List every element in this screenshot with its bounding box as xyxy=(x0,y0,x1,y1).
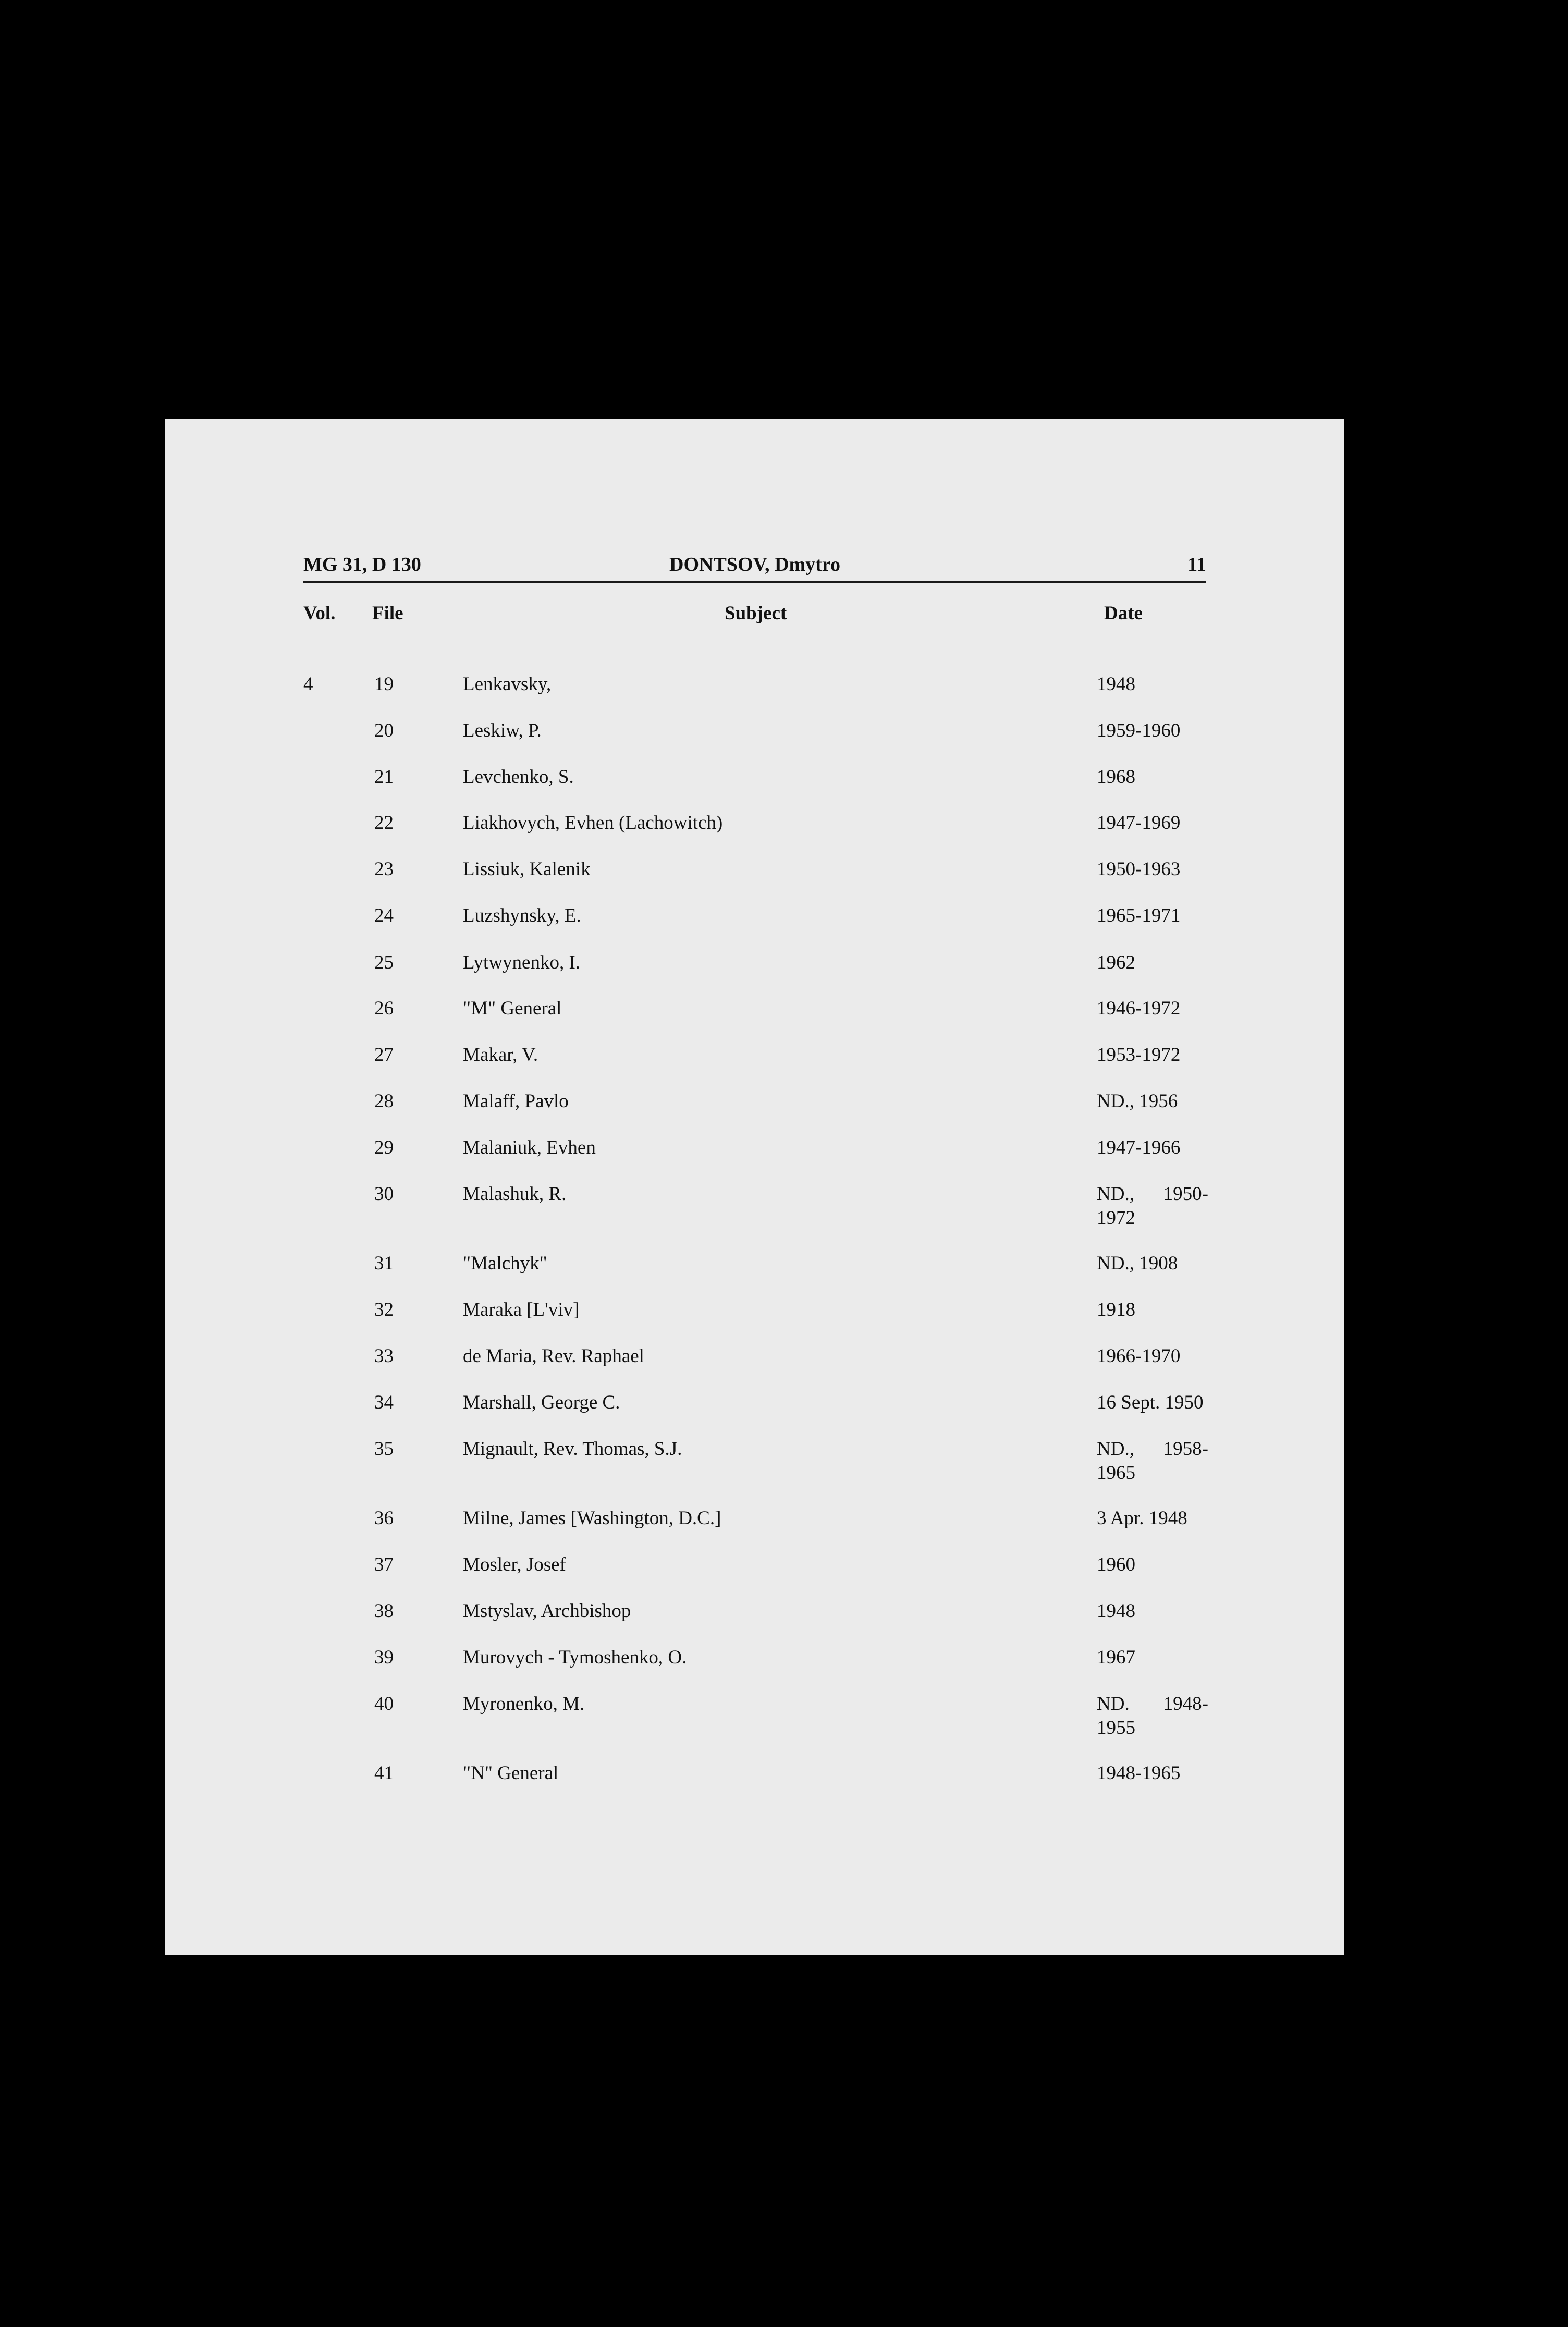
file-cell: 19 xyxy=(374,673,394,695)
subject-cell: Luzshynsky, E. xyxy=(463,905,581,926)
subject-cell: Malashuk, R. xyxy=(463,1183,567,1205)
date-cell: ND., 1950-1972 xyxy=(1097,1183,1208,1229)
subject-cell: Maraka [L'viv] xyxy=(463,1299,580,1320)
page-header xyxy=(303,553,1206,582)
date-cell: 1948 xyxy=(1097,673,1135,695)
date-cell: 3 Apr. 1948 xyxy=(1097,1508,1187,1529)
file-cell: 29 xyxy=(374,1137,394,1158)
date-cell: 1946-1972 xyxy=(1097,998,1181,1019)
subject-cell: "M" General xyxy=(463,998,562,1019)
subject-cell: de Maria, Rev. Raphael xyxy=(463,1345,644,1367)
date-cell: 1967 xyxy=(1097,1647,1135,1668)
date-cell: ND., 1956 xyxy=(1097,1091,1178,1112)
date-cell: 1947-1966 xyxy=(1097,1137,1181,1158)
date-cell: ND. 1948-1955 xyxy=(1097,1693,1208,1738)
date-cell: 1968 xyxy=(1097,766,1135,788)
date-cell: 1965-1971 xyxy=(1097,905,1181,926)
subject-cell: Lenkavsky, xyxy=(463,673,552,695)
subject-cell: Leskiw, P. xyxy=(463,720,542,741)
date-cell: ND., 1908 xyxy=(1097,1253,1178,1274)
date-cell: 1960 xyxy=(1097,1554,1135,1575)
file-cell: 39 xyxy=(374,1647,394,1668)
subject-cell: Myronenko, M. xyxy=(463,1693,585,1714)
file-cell: 40 xyxy=(374,1693,394,1714)
file-cell: 33 xyxy=(374,1345,394,1367)
file-cell: 24 xyxy=(374,905,394,926)
fonds-name: DONTSOV, Dmytro xyxy=(669,554,840,575)
date-cell: 1962 xyxy=(1097,952,1135,973)
date-cell: ND., 1958-1965 xyxy=(1097,1438,1208,1484)
column-header-subject: Subject xyxy=(725,603,787,624)
date-cell: 1948-1965 xyxy=(1097,1762,1181,1784)
page-number: 11 xyxy=(1187,554,1206,575)
subject-cell: "Malchyk" xyxy=(463,1253,547,1274)
subject-cell: "N" General xyxy=(463,1762,559,1784)
column-header-date: Date xyxy=(1104,603,1143,624)
date-cell: 1948 xyxy=(1097,1600,1135,1622)
date-cell: 16 Sept. 1950 xyxy=(1097,1392,1204,1413)
file-cell: 35 xyxy=(374,1438,394,1460)
file-cell: 37 xyxy=(374,1554,394,1575)
subject-cell: Malaff, Pavlo xyxy=(463,1091,569,1112)
file-cell: 21 xyxy=(374,766,394,788)
file-cell: 27 xyxy=(374,1044,394,1065)
date-cell: 1950-1963 xyxy=(1097,859,1181,880)
file-cell: 38 xyxy=(374,1600,394,1622)
date-cell: 1953-1972 xyxy=(1097,1044,1181,1065)
vol-cell: 4 xyxy=(303,673,313,695)
file-cell: 36 xyxy=(374,1508,394,1529)
subject-cell: Mignault, Rev. Thomas, S.J. xyxy=(463,1438,682,1460)
collection-reference: MG 31, D 130 xyxy=(303,554,421,575)
file-cell: 28 xyxy=(374,1091,394,1112)
file-cell: 31 xyxy=(374,1253,394,1274)
file-cell: 32 xyxy=(374,1299,394,1320)
file-cell: 41 xyxy=(374,1762,394,1784)
subject-cell: Milne, James [Washington, D.C.] xyxy=(463,1508,721,1529)
file-cell: 30 xyxy=(374,1183,394,1205)
subject-cell: Lissiuk, Kalenik xyxy=(463,859,591,880)
subject-cell: Makar, V. xyxy=(463,1044,538,1065)
subject-cell: Murovych - Tymoshenko, O. xyxy=(463,1647,687,1668)
file-cell: 22 xyxy=(374,812,394,834)
date-cell: 1959-1960 xyxy=(1097,720,1181,741)
file-cell: 23 xyxy=(374,859,394,880)
subject-cell: Mosler, Josef xyxy=(463,1554,566,1575)
file-cell: 34 xyxy=(374,1392,394,1413)
subject-cell: Mstyslav, Archbishop xyxy=(463,1600,631,1622)
subject-cell: Malaniuk, Evhen xyxy=(463,1137,596,1158)
date-cell: 1966-1970 xyxy=(1097,1345,1181,1367)
date-cell: 1947-1969 xyxy=(1097,812,1181,834)
subject-cell: Marshall, George C. xyxy=(463,1392,620,1413)
date-cell: 1918 xyxy=(1097,1299,1135,1320)
file-cell: 25 xyxy=(374,952,394,973)
file-cell: 26 xyxy=(374,998,394,1019)
subject-cell: Lytwynenko, I. xyxy=(463,952,581,973)
file-cell: 20 xyxy=(374,720,394,741)
subject-cell: Levchenko, S. xyxy=(463,766,574,788)
column-header-vol: Vol. xyxy=(303,603,336,624)
subject-cell: Liakhovych, Evhen (Lachowitch) xyxy=(463,812,723,834)
header-rule xyxy=(303,581,1206,583)
column-header-file: File xyxy=(372,603,403,624)
